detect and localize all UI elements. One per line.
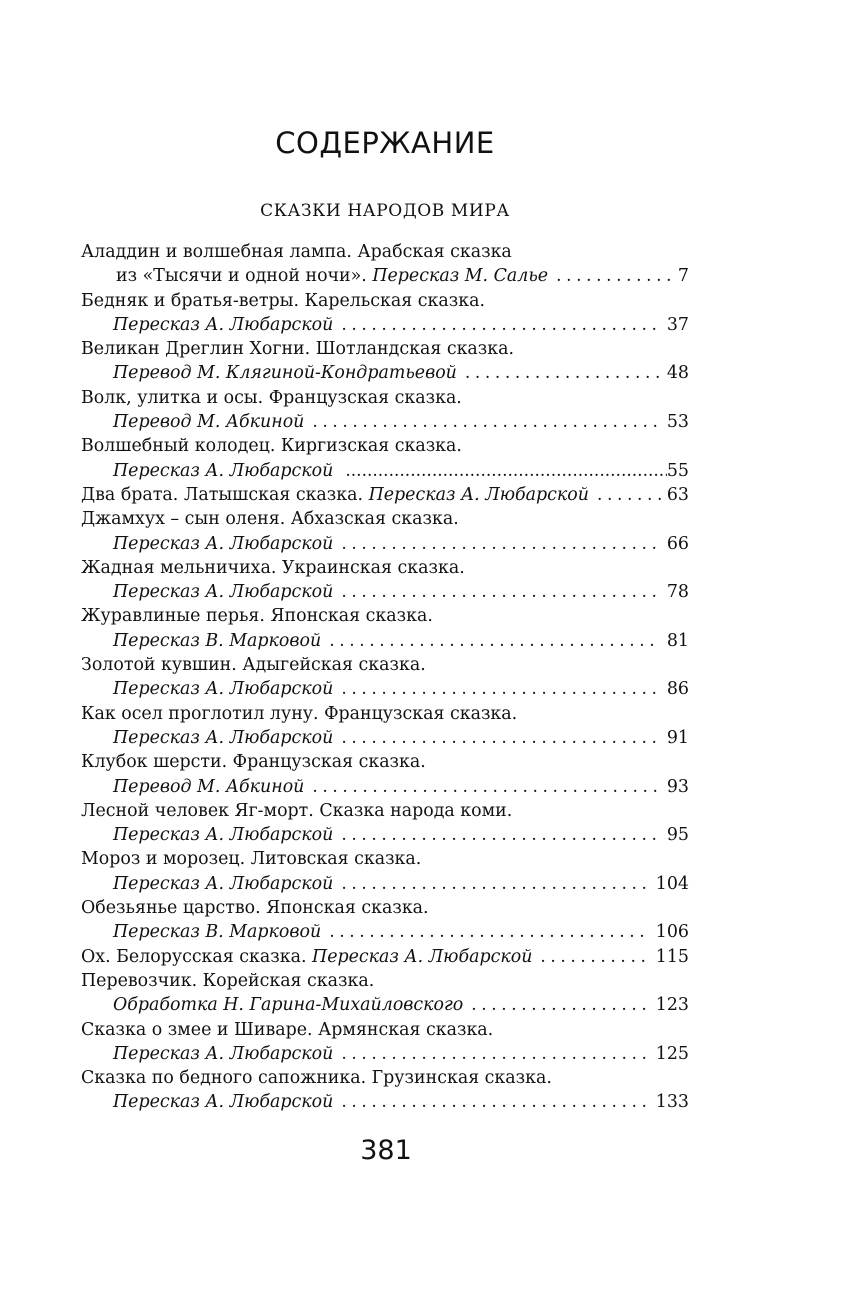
- leader-dots: [341, 823, 661, 847]
- leader-dots: [312, 775, 660, 799]
- toc-title-line: [81, 556, 689, 580]
- toc-title: Мороз и морозец. Литовская сказка.: [81, 849, 422, 870]
- toc-entry[interactable]: [81, 580, 689, 604]
- toc-title-cont: из «Тысячи и одной ночи». Пересказ М. Салье: [116, 266, 549, 287]
- toc-title-line: [81, 240, 689, 264]
- toc-title-line: [81, 434, 689, 458]
- toc-credit: Пересказ А. Любарской: [113, 727, 334, 748]
- leader-dots: [329, 920, 650, 944]
- toc-title: Два брата. Латышская сказка. Пересказ А. Любарской: [81, 484, 589, 505]
- leader-dots: [556, 264, 672, 288]
- toc-title: Обезьянье царство. Японская сказка.: [81, 898, 429, 919]
- leader-dots: [341, 726, 661, 750]
- toc-credit: Пересказ М. Салье: [372, 266, 549, 287]
- toc-page-number: 123: [655, 995, 689, 1016]
- toc-title: Великан Дреглин Хогни. Шотландская сказка.: [81, 339, 515, 360]
- page-number-footer: 381: [360, 1135, 412, 1166]
- toc-entry[interactable]: [81, 483, 689, 507]
- toc-page-number: 78: [666, 582, 689, 603]
- toc-title-line: [81, 386, 689, 410]
- toc-page-number: 48: [666, 363, 689, 384]
- toc-title-line: [81, 896, 689, 920]
- toc-title-line: [81, 750, 689, 774]
- toc-title: Джамхух – сын оленя. Абхазская сказка.: [81, 509, 459, 530]
- toc-page-number: 66: [666, 533, 689, 554]
- leader-dots: [341, 1042, 649, 1066]
- toc-entry[interactable]: [81, 945, 689, 969]
- toc-credit: Перевод М. Абкиной: [113, 412, 305, 433]
- toc-title: Как осел проглотил луну. Французская сказка.: [81, 703, 518, 724]
- toc-title: Сказка о змее и Шиваре. Армянская сказка.: [81, 1019, 494, 1040]
- toc-credit: Перевод М. Абкиной: [113, 776, 305, 797]
- toc-title-line: [81, 289, 689, 313]
- toc-credit: Пересказ А. Любарской: [113, 460, 334, 481]
- toc-entry[interactable]: [81, 313, 689, 337]
- leader-dots: [341, 677, 661, 701]
- toc-credit: Пересказ А. Любарской: [113, 873, 334, 894]
- toc-title-line: [81, 702, 689, 726]
- toc-entry[interactable]: [81, 920, 689, 944]
- toc-title: Золотой кувшин. Адыгейская сказка.: [81, 655, 426, 676]
- toc-entry[interactable]: [81, 361, 689, 385]
- leader-dots: [597, 483, 661, 507]
- toc-title-line: [81, 337, 689, 361]
- toc-credit: Пересказ В. Марковой: [113, 922, 322, 943]
- leader-dots: [341, 580, 661, 604]
- toc-page-number: 7: [677, 266, 689, 287]
- leader-dots: [465, 361, 661, 385]
- toc-credit: Пересказ А. Любарской: [113, 1043, 334, 1064]
- toc-entry[interactable]: [81, 1090, 689, 1114]
- toc-page-number: 55: [666, 460, 689, 481]
- toc-page-number: 104: [655, 873, 689, 894]
- leader-dots: [345, 459, 667, 483]
- toc-credit: Пересказ А. Любарской: [113, 679, 334, 700]
- toc-credit: Пересказ А. Любарской: [368, 484, 589, 505]
- toc-page-number: 86: [666, 679, 689, 700]
- toc-entry[interactable]: [81, 775, 689, 799]
- toc-entry[interactable]: [81, 677, 689, 701]
- toc-entry[interactable]: [81, 726, 689, 750]
- toc-page-number: 63: [666, 484, 689, 505]
- section-heading: СКАЗКИ НАРОДОВ МИРА: [260, 201, 510, 221]
- leader-dots: [341, 1090, 649, 1114]
- toc-entry[interactable]: [81, 993, 689, 1017]
- toc-entry[interactable]: [81, 264, 689, 288]
- toc-title: Лесной человек Яг-морт. Сказка народа коми.: [81, 800, 513, 821]
- toc-credit: Пересказ А. Любарской: [113, 825, 334, 846]
- toc-entry[interactable]: [81, 532, 689, 556]
- toc-title-line: [81, 799, 689, 823]
- toc-title: Жадная мельничиха. Украинская сказка.: [81, 557, 465, 578]
- toc-title: Волк, улитка и осы. Французская сказка.: [81, 387, 462, 408]
- leader-dots: [341, 313, 661, 337]
- leader-dots: [341, 872, 649, 896]
- toc-entry[interactable]: [81, 823, 689, 847]
- toc-page-number: 125: [655, 1043, 689, 1064]
- toc-credit: Обработка Н. Гарина-Михайловского: [113, 995, 464, 1016]
- toc-title: Клубок шерсти. Французская сказка.: [81, 752, 426, 773]
- toc-page-number: 115: [655, 946, 689, 967]
- toc-entry[interactable]: [81, 410, 689, 434]
- page-title: СОДЕРЖАНИЕ: [275, 126, 495, 160]
- toc-title-line: [81, 1018, 689, 1042]
- toc-page-number: 133: [655, 1092, 689, 1113]
- leader-dots: [471, 993, 650, 1017]
- toc-page-number: 81: [666, 630, 689, 651]
- leader-dots: [341, 532, 661, 556]
- toc-entry[interactable]: [81, 1042, 689, 1066]
- toc-entry[interactable]: [81, 459, 689, 483]
- toc-title-line: [81, 653, 689, 677]
- leader-dots: [329, 629, 661, 653]
- toc-entry[interactable]: [81, 629, 689, 653]
- toc-title: Журавлиные перья. Японская сказка.: [81, 606, 433, 627]
- toc-title-line: [81, 1066, 689, 1090]
- toc-credit: Перевод М. Клягиной-Кондратьевой: [113, 363, 457, 384]
- leader-dots: [540, 945, 649, 969]
- toc-page-number: 37: [666, 314, 689, 335]
- toc-title: Ох. Белорусская сказка. Пересказ А. Любарской: [81, 946, 533, 967]
- toc-credit: Пересказ А. Любарской: [113, 314, 334, 335]
- toc-entry[interactable]: [81, 872, 689, 896]
- toc-credit: Пересказ А. Любарской: [312, 946, 533, 967]
- toc-page-number: 91: [666, 727, 689, 748]
- toc-title-line: [81, 969, 689, 993]
- toc-title: Сказка по бедного сапожника. Грузинская сказка.: [81, 1068, 552, 1089]
- toc-title: Перевозчик. Корейская сказка.: [81, 970, 375, 991]
- leader-dots: [312, 410, 660, 434]
- toc-title-line: [81, 604, 689, 628]
- toc-credit: Пересказ А. Любарской: [113, 1092, 334, 1113]
- toc-credit: Пересказ А. Любарской: [113, 533, 334, 554]
- toc-credit: Пересказ А. Любарской: [113, 582, 334, 603]
- toc-page-number: 93: [666, 776, 689, 797]
- toc-page-number: 95: [666, 825, 689, 846]
- table-of-contents: [81, 240, 689, 1115]
- toc-credit: Пересказ В. Марковой: [113, 630, 322, 651]
- toc-title: Аладдин и волшебная лампа. Арабская сказка: [81, 242, 512, 262]
- toc-title: Волшебный колодец. Киргизская сказка.: [81, 436, 462, 457]
- toc-title-line: [81, 847, 689, 871]
- toc-title: Бедняк и братья-ветры. Карельская сказка.: [81, 290, 485, 311]
- toc-title-line: [81, 507, 689, 531]
- toc-page-number: 53: [666, 412, 689, 433]
- toc-page-number: 106: [655, 922, 689, 943]
